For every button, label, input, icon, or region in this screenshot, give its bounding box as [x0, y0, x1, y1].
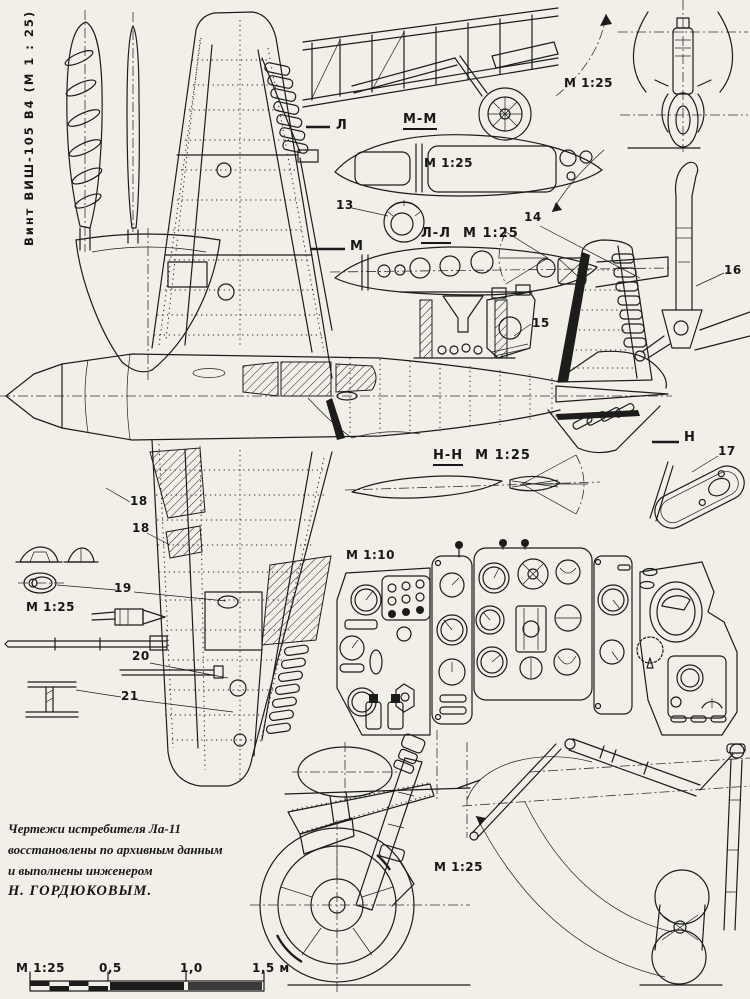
scale-ll-section: М 1:25	[463, 226, 519, 241]
section-title-hh: Н-Н М 1:25	[433, 448, 531, 463]
engine-mount-detail	[400, 292, 532, 358]
tailwheel-bay-view	[303, 8, 612, 140]
stabilizer-section-hh	[345, 455, 600, 514]
spinner-cone-view	[76, 228, 220, 380]
bracket-detail	[487, 285, 535, 358]
scale-main-gear: М 1:25	[434, 860, 483, 874]
scale-bar	[30, 972, 264, 991]
gear-retraction-diagram	[458, 739, 750, 985]
propeller-blade-edge-view	[127, 12, 139, 232]
scale-bar-tick-15: 1,5 м	[252, 961, 290, 975]
fuel-cap-detail	[384, 200, 424, 242]
callout-16: 16	[724, 263, 742, 277]
scale-hh-section: М 1:25	[475, 448, 531, 463]
callout-18b: 18	[132, 521, 150, 535]
scale-mm-section: М 1:25	[424, 156, 473, 170]
section-title-mm: М-М	[403, 112, 437, 127]
rod-detail	[120, 666, 223, 678]
section-title-ll: Л-Л М 1:25	[421, 226, 519, 241]
cannon-detail	[92, 609, 165, 625]
scale-bar-tick-10: 1,0	[180, 961, 203, 975]
callout-14: 14	[524, 210, 542, 224]
tail-skid-detail	[26, 682, 78, 717]
callout-leaders	[57, 127, 724, 712]
tailwheel-front-view	[618, 0, 748, 152]
instrument-panel	[337, 539, 737, 735]
propeller-label: Винт ВИШ-105 В4 (М 1 : 25)	[22, 9, 36, 246]
callout-20: 20	[132, 649, 150, 663]
gear-door-in-place	[150, 448, 205, 518]
scale-tailwheel-bay: М 1:25	[564, 76, 613, 90]
credit-line-4: Н. ГОРДЮКОВЫМ.	[8, 883, 153, 899]
credit-line-3: и выполнены инженером	[8, 863, 153, 878]
scale-bar-label: М 1:25	[16, 961, 65, 975]
callout-15: 15	[532, 316, 550, 330]
callout-17: 17	[718, 444, 736, 458]
scale-details-left: М 1:25	[26, 600, 75, 614]
callout-21: 21	[121, 689, 139, 703]
marker-h: Н	[684, 430, 696, 445]
scale-bar-tick-05: 0,5	[99, 961, 122, 975]
marker-m: М	[350, 239, 364, 254]
credit-block	[8, 818, 268, 902]
callout-18a: 18	[130, 494, 148, 508]
credit-line-1: Чертежи истребителя Ла-11	[8, 821, 182, 836]
scale-instrument-panel: М 1:10	[346, 548, 395, 562]
pitot-tube-detail	[5, 636, 167, 650]
propeller-blade-face-view	[63, 10, 103, 252]
port-aileron	[262, 58, 332, 330]
small-gear-door	[166, 526, 202, 558]
credit-line-2: восстановлены по архивным данным	[8, 842, 223, 857]
tailwheel-door-detail	[649, 460, 750, 534]
gear-leg-detail	[635, 162, 750, 361]
antenna-mast-detail	[18, 573, 64, 593]
canopy-profile-details	[16, 547, 98, 562]
callout-19: 19	[114, 581, 132, 595]
callout-13: 13	[336, 198, 354, 212]
marker-l: Л	[336, 118, 348, 133]
